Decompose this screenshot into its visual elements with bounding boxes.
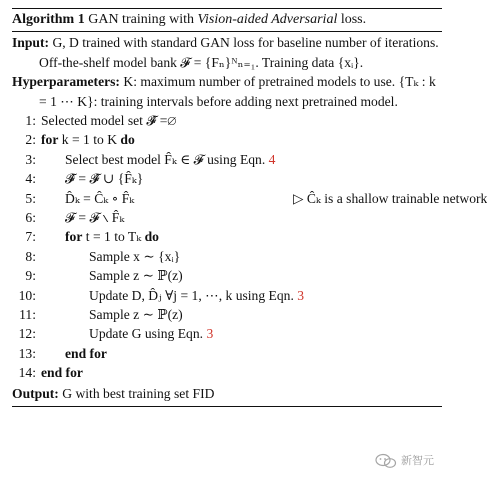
algorithm-line	[12, 363, 442, 382]
line-number: 5:	[25, 190, 36, 206]
line-text: Update G using Eqn.	[89, 326, 204, 342]
line-comment: ▷ Ĉₖ is a shallow trainable network	[293, 190, 487, 206]
keyword: for	[65, 229, 83, 245]
algorithm-line	[12, 344, 442, 363]
line-text: Sample z ∼ ℙ(z)	[89, 306, 183, 322]
algorithm-lines	[12, 111, 487, 382]
line-number: 6:	[25, 209, 36, 225]
line-code	[89, 266, 183, 285]
line-text: 𝓕̂ = 𝓕̂ ∪ {F̂ₖ}	[65, 171, 144, 187]
keyword: do	[120, 132, 135, 148]
keyword: end for	[65, 345, 107, 361]
line-code	[65, 208, 124, 227]
line-number: 13:	[18, 345, 36, 361]
line-text: t = 1 to Tₖ	[85, 229, 142, 245]
line-number: 4:	[25, 171, 36, 187]
mid-rule	[12, 31, 442, 32]
line-number: 8:	[25, 248, 36, 264]
line-text: D̂ₖ = Ĉₖ ∘ F̂ₖ	[65, 190, 135, 206]
line-code	[41, 111, 176, 130]
output-text: G with best training set FID	[62, 385, 215, 401]
algorithm-line	[12, 305, 442, 324]
wechat-icon	[375, 453, 397, 469]
output-section	[12, 384, 442, 403]
line-number: 10:	[18, 287, 36, 303]
line-text: Select best model F̂ₖ ∈ 𝓕 using Eqn.	[65, 151, 266, 167]
line-number: 1:	[25, 113, 36, 129]
line-code	[41, 130, 135, 149]
keyword: do	[144, 229, 159, 245]
line-code	[89, 286, 304, 305]
line-number: 12:	[18, 326, 36, 342]
line-text: 𝓕 = 𝓕 ∖ F̂ₖ	[65, 209, 125, 225]
keyword: for	[41, 132, 59, 148]
line-code	[65, 169, 143, 188]
algorithm-line	[12, 169, 442, 188]
algorithm-caption	[12, 9, 442, 31]
line-text: Selected model set 𝓕̂ =∅	[41, 113, 177, 129]
algorithm-line	[12, 247, 442, 266]
line-code	[89, 324, 213, 343]
caption-emph: Vision-aided Adversarial	[197, 12, 338, 27]
line-code	[89, 247, 180, 266]
line-number: 2:	[25, 132, 36, 148]
algorithm-line	[12, 208, 442, 227]
line-code	[65, 227, 159, 246]
line-number: 7:	[25, 229, 36, 245]
line-code	[89, 305, 183, 324]
output-label: Output:	[12, 385, 59, 401]
line-number: 3:	[25, 151, 36, 167]
equation-reference-link[interactable]: 3	[206, 326, 214, 342]
line-text: k = 1 to K	[61, 132, 118, 148]
line-code	[65, 344, 107, 363]
algorithm-line	[12, 189, 487, 208]
watermark	[375, 451, 434, 470]
algorithm-line	[12, 286, 442, 305]
caption-label: Algorithm 1	[12, 12, 85, 27]
line-code	[65, 150, 275, 169]
algorithm-block	[12, 8, 487, 407]
algorithm-line	[12, 227, 442, 246]
line-number: 14:	[18, 365, 36, 381]
hyperparameters-section	[12, 72, 442, 111]
algorithm-line	[12, 150, 442, 169]
hyper-text: K: maximum number of pretrained models to use. {Tₖ : k = 1 ⋯ K}: training intervals before adding next pretrained model.	[39, 74, 436, 109]
line-number: 11:	[19, 306, 36, 322]
equation-reference-link[interactable]: 4	[268, 151, 276, 167]
bottom-rule	[12, 406, 442, 407]
hyper-label: Hyperparameters:	[12, 74, 120, 90]
algorithm-line	[12, 266, 442, 285]
input-section	[12, 33, 442, 72]
algorithm-line	[12, 324, 442, 343]
equation-reference-link[interactable]: 3	[297, 287, 305, 303]
caption-end: loss.	[340, 12, 367, 27]
line-code	[41, 363, 83, 382]
line-text: Update D, D̂ⱼ ∀j = 1, ⋯, k using Eqn.	[89, 287, 294, 303]
algorithm-line	[12, 130, 442, 149]
line-number: 9:	[25, 268, 36, 284]
line-text: Sample x ∼ {xᵢ}	[89, 248, 181, 264]
input-label: Input:	[12, 35, 50, 51]
keyword: end for	[41, 365, 83, 381]
line-text: Sample z ∼ ℙ(z)	[89, 268, 183, 284]
caption-text: GAN training with	[88, 12, 194, 27]
algorithm-line	[12, 111, 442, 130]
input-text: G, D trained with standard GAN loss for baseline number of iterations. Off-the-shelf model bank 𝓕 = {Fₙ}ᴺₙ₌₁. Training data {xᵢ}.	[39, 35, 439, 70]
watermark-text: 新智元	[401, 454, 434, 467]
line-code	[65, 189, 134, 208]
